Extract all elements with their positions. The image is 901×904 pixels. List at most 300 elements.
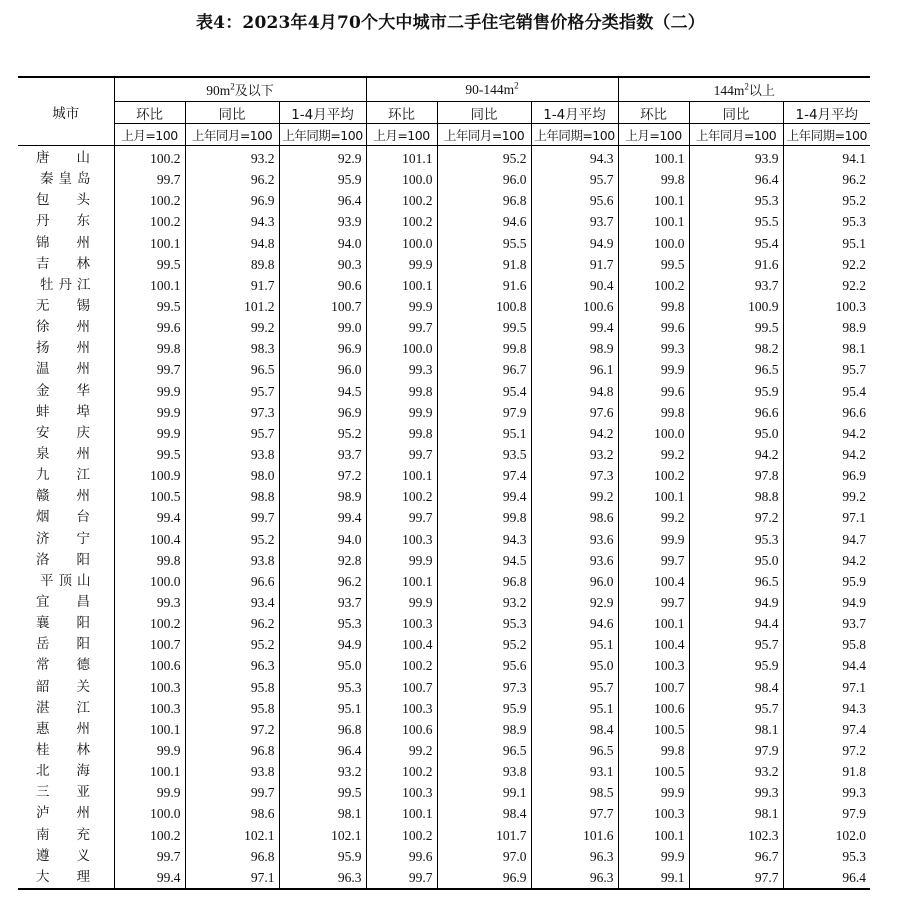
value-cell: 92.2 bbox=[783, 254, 870, 275]
city-cell bbox=[18, 275, 114, 296]
value-cell: 94.3 bbox=[437, 529, 531, 550]
value-cell: 92.9 bbox=[531, 592, 618, 613]
value-cell: 100.2 bbox=[366, 761, 437, 782]
value-cell: 99.4 bbox=[114, 507, 185, 528]
value-cell: 100.2 bbox=[114, 211, 185, 232]
base-header: 上月=100 bbox=[114, 124, 185, 146]
value-cell: 95.0 bbox=[689, 550, 783, 571]
value-cell: 99.2 bbox=[185, 317, 279, 338]
value-cell: 94.0 bbox=[279, 529, 366, 550]
value-cell: 95.4 bbox=[437, 381, 531, 402]
value-cell: 96.3 bbox=[279, 867, 366, 889]
sub-header: 环比 bbox=[366, 102, 437, 124]
value-cell: 99.7 bbox=[366, 867, 437, 889]
city-cell bbox=[18, 169, 114, 190]
group-header-text: 90-144m bbox=[465, 81, 515, 97]
value-cell: 99.8 bbox=[618, 296, 689, 317]
value-cell: 100.2 bbox=[366, 825, 437, 846]
city-name: 桂 林 bbox=[36, 742, 90, 758]
value-cell: 99.6 bbox=[618, 381, 689, 402]
value-cell: 102.3 bbox=[689, 825, 783, 846]
value-cell: 93.2 bbox=[531, 444, 618, 465]
value-cell: 98.4 bbox=[531, 719, 618, 740]
city-name: 北 海 bbox=[36, 763, 90, 780]
value-cell: 95.2 bbox=[437, 146, 531, 170]
value-cell: 94.4 bbox=[783, 655, 870, 676]
value-cell: 95.4 bbox=[689, 233, 783, 254]
value-cell: 92.9 bbox=[279, 146, 366, 170]
value-cell: 99.9 bbox=[366, 254, 437, 275]
value-cell: 99.7 bbox=[366, 507, 437, 528]
value-cell: 99.3 bbox=[689, 782, 783, 803]
value-cell: 97.7 bbox=[531, 803, 618, 824]
value-cell: 91.8 bbox=[783, 761, 870, 782]
value-cell: 95.3 bbox=[689, 190, 783, 211]
city-cell bbox=[18, 719, 114, 740]
value-cell: 100.1 bbox=[366, 465, 437, 486]
value-cell: 95.0 bbox=[689, 423, 783, 444]
table-row bbox=[18, 359, 870, 380]
table-row bbox=[18, 740, 870, 761]
value-cell: 100.0 bbox=[366, 233, 437, 254]
value-cell: 95.1 bbox=[531, 634, 618, 655]
group-header-144-above bbox=[618, 77, 870, 102]
base-header: 上年同月=100 bbox=[689, 124, 783, 146]
value-cell: 100.9 bbox=[689, 296, 783, 317]
value-cell: 96.9 bbox=[279, 338, 366, 359]
value-cell: 95.3 bbox=[279, 613, 366, 634]
city-name: 无 锡 bbox=[36, 298, 90, 315]
table-row bbox=[18, 719, 870, 740]
table-row bbox=[18, 146, 870, 170]
value-cell: 100.3 bbox=[366, 613, 437, 634]
value-cell: 91.7 bbox=[185, 275, 279, 296]
value-cell: 100.0 bbox=[366, 338, 437, 359]
value-cell: 93.4 bbox=[185, 592, 279, 613]
value-cell: 100.1 bbox=[618, 486, 689, 507]
value-cell: 91.6 bbox=[689, 254, 783, 275]
city-cell bbox=[18, 465, 114, 486]
table-row bbox=[18, 529, 870, 550]
city-cell bbox=[18, 211, 114, 232]
value-cell: 97.3 bbox=[531, 465, 618, 486]
value-cell: 96.9 bbox=[783, 465, 870, 486]
value-cell: 96.6 bbox=[185, 571, 279, 592]
value-cell: 95.3 bbox=[437, 613, 531, 634]
city-name: 温 州 bbox=[36, 361, 90, 378]
value-cell: 99.7 bbox=[185, 507, 279, 528]
value-cell: 94.6 bbox=[437, 211, 531, 232]
value-cell: 95.9 bbox=[783, 571, 870, 592]
value-cell: 96.2 bbox=[185, 613, 279, 634]
value-cell: 96.0 bbox=[279, 359, 366, 380]
value-cell: 99.1 bbox=[437, 782, 531, 803]
value-cell: 99.5 bbox=[618, 254, 689, 275]
value-cell: 96.4 bbox=[279, 740, 366, 761]
table-row bbox=[18, 317, 870, 338]
value-cell: 98.9 bbox=[437, 719, 531, 740]
value-cell: 96.2 bbox=[279, 571, 366, 592]
value-cell: 96.8 bbox=[437, 571, 531, 592]
value-cell: 96.7 bbox=[689, 846, 783, 867]
value-cell: 95.8 bbox=[185, 698, 279, 719]
value-cell: 95.5 bbox=[689, 211, 783, 232]
value-cell: 99.6 bbox=[618, 317, 689, 338]
value-cell: 95.1 bbox=[437, 423, 531, 444]
superscript: 2 bbox=[514, 80, 519, 90]
city-cell bbox=[18, 338, 114, 359]
value-cell: 98.4 bbox=[437, 803, 531, 824]
base-header: 上月=100 bbox=[618, 124, 689, 146]
value-cell: 100.4 bbox=[618, 571, 689, 592]
value-cell: 93.8 bbox=[437, 761, 531, 782]
value-cell: 99.2 bbox=[618, 444, 689, 465]
table-row bbox=[18, 655, 870, 676]
value-cell: 99.5 bbox=[114, 296, 185, 317]
value-cell: 95.2 bbox=[185, 529, 279, 550]
city-name: 牡丹江 bbox=[40, 276, 96, 293]
value-cell: 93.7 bbox=[783, 613, 870, 634]
sub-header: 同比 bbox=[437, 102, 531, 124]
value-cell: 100.1 bbox=[366, 571, 437, 592]
value-cell: 93.8 bbox=[185, 761, 279, 782]
value-cell: 94.7 bbox=[783, 529, 870, 550]
value-cell: 100.6 bbox=[618, 698, 689, 719]
value-cell: 96.3 bbox=[531, 846, 618, 867]
value-cell: 96.5 bbox=[689, 571, 783, 592]
value-cell: 90.6 bbox=[279, 275, 366, 296]
value-cell: 99.9 bbox=[366, 296, 437, 317]
value-cell: 97.4 bbox=[437, 465, 531, 486]
value-cell: 99.7 bbox=[618, 550, 689, 571]
group-header-90-144 bbox=[366, 77, 618, 102]
value-cell: 102.0 bbox=[783, 825, 870, 846]
value-cell: 100.6 bbox=[531, 296, 618, 317]
value-cell: 99.9 bbox=[618, 782, 689, 803]
value-cell: 99.2 bbox=[618, 507, 689, 528]
value-cell: 97.3 bbox=[185, 402, 279, 423]
city-name: 徐 州 bbox=[36, 319, 90, 336]
city-cell bbox=[18, 233, 114, 254]
table-row bbox=[18, 507, 870, 528]
city-name: 赣 州 bbox=[36, 488, 90, 505]
table-row bbox=[18, 169, 870, 190]
value-cell: 100.0 bbox=[114, 803, 185, 824]
value-cell: 101.2 bbox=[185, 296, 279, 317]
city-name: 襄 阳 bbox=[36, 615, 90, 632]
value-cell: 96.9 bbox=[437, 867, 531, 889]
value-cell: 95.3 bbox=[783, 211, 870, 232]
value-cell: 97.9 bbox=[437, 402, 531, 423]
value-cell: 99.5 bbox=[437, 317, 531, 338]
value-cell: 100.5 bbox=[114, 486, 185, 507]
table-row bbox=[18, 254, 870, 275]
value-cell: 93.8 bbox=[185, 550, 279, 571]
city-cell bbox=[18, 507, 114, 528]
value-cell: 99.8 bbox=[114, 338, 185, 359]
sub-header: 1-4月平均 bbox=[531, 102, 618, 124]
city-name: 南 充 bbox=[36, 826, 90, 843]
city-name: 韶 关 bbox=[36, 678, 90, 695]
value-cell: 100.2 bbox=[114, 190, 185, 211]
value-cell: 96.2 bbox=[185, 169, 279, 190]
base-header: 上年同月=100 bbox=[185, 124, 279, 146]
city-name: 遵 义 bbox=[36, 847, 90, 864]
value-cell: 94.2 bbox=[689, 444, 783, 465]
value-cell: 94.2 bbox=[783, 444, 870, 465]
value-cell: 95.8 bbox=[185, 677, 279, 698]
value-cell: 98.8 bbox=[185, 486, 279, 507]
value-cell: 100.7 bbox=[366, 677, 437, 698]
city-name: 扬 州 bbox=[36, 340, 90, 357]
value-cell: 92.8 bbox=[279, 550, 366, 571]
value-cell: 99.8 bbox=[114, 550, 185, 571]
table-row bbox=[18, 190, 870, 211]
city-cell bbox=[18, 613, 114, 634]
value-cell: 95.9 bbox=[689, 655, 783, 676]
value-cell: 95.7 bbox=[185, 381, 279, 402]
value-cell: 97.1 bbox=[783, 507, 870, 528]
city-cell bbox=[18, 317, 114, 338]
value-cell: 93.2 bbox=[437, 592, 531, 613]
value-cell: 93.7 bbox=[279, 444, 366, 465]
city-name: 湛 江 bbox=[36, 699, 90, 716]
value-cell: 100.7 bbox=[279, 296, 366, 317]
city-cell bbox=[18, 402, 114, 423]
value-cell: 100.0 bbox=[114, 571, 185, 592]
value-cell: 99.9 bbox=[114, 402, 185, 423]
value-cell: 99.2 bbox=[531, 486, 618, 507]
table-row bbox=[18, 571, 870, 592]
city-name: 大 理 bbox=[36, 868, 90, 885]
value-cell: 95.5 bbox=[437, 233, 531, 254]
value-cell: 97.9 bbox=[689, 740, 783, 761]
table-row bbox=[18, 275, 870, 296]
table-row bbox=[18, 211, 870, 232]
value-cell: 96.8 bbox=[279, 719, 366, 740]
city-cell bbox=[18, 254, 114, 275]
value-cell: 99.0 bbox=[279, 317, 366, 338]
value-cell: 95.6 bbox=[437, 655, 531, 676]
base-header: 上年同期=100 bbox=[279, 124, 366, 146]
city-name: 岳 阳 bbox=[36, 636, 90, 653]
city-name: 平顶山 bbox=[40, 572, 96, 589]
value-cell: 100.1 bbox=[618, 825, 689, 846]
value-cell: 95.2 bbox=[783, 190, 870, 211]
value-cell: 96.7 bbox=[437, 359, 531, 380]
value-cell: 100.1 bbox=[618, 190, 689, 211]
value-cell: 98.9 bbox=[279, 486, 366, 507]
value-cell: 95.9 bbox=[437, 698, 531, 719]
value-cell: 93.1 bbox=[531, 761, 618, 782]
value-cell: 100.5 bbox=[618, 761, 689, 782]
value-cell: 100.3 bbox=[618, 803, 689, 824]
value-cell: 99.2 bbox=[783, 486, 870, 507]
value-cell: 94.0 bbox=[279, 233, 366, 254]
table-row bbox=[18, 592, 870, 613]
value-cell: 93.6 bbox=[531, 529, 618, 550]
value-cell: 95.8 bbox=[783, 634, 870, 655]
city-name: 金 华 bbox=[36, 382, 90, 399]
value-cell: 100.2 bbox=[114, 613, 185, 634]
value-cell: 99.9 bbox=[618, 359, 689, 380]
city-name: 丹 东 bbox=[36, 213, 90, 230]
city-name: 济 宁 bbox=[36, 530, 90, 547]
value-cell: 97.1 bbox=[185, 867, 279, 889]
value-cell: 99.6 bbox=[366, 846, 437, 867]
value-cell: 100.0 bbox=[366, 169, 437, 190]
value-cell: 95.2 bbox=[279, 423, 366, 444]
value-cell: 94.8 bbox=[531, 381, 618, 402]
value-cell: 99.9 bbox=[618, 529, 689, 550]
value-cell: 99.5 bbox=[689, 317, 783, 338]
value-cell: 95.7 bbox=[689, 698, 783, 719]
value-cell: 98.6 bbox=[531, 507, 618, 528]
value-cell: 94.5 bbox=[279, 381, 366, 402]
table-title: 表4：2023年4月70个大中城市二手住宅销售价格分类指数（二） bbox=[195, 13, 706, 33]
value-cell: 97.3 bbox=[437, 677, 531, 698]
value-cell: 100.0 bbox=[618, 423, 689, 444]
value-cell: 102.1 bbox=[185, 825, 279, 846]
value-cell: 100.1 bbox=[366, 803, 437, 824]
city-name: 蚌 埠 bbox=[36, 403, 90, 420]
table-row bbox=[18, 381, 870, 402]
value-cell: 93.8 bbox=[185, 444, 279, 465]
value-cell: 99.9 bbox=[366, 402, 437, 423]
value-cell: 94.9 bbox=[783, 592, 870, 613]
value-cell: 93.7 bbox=[689, 275, 783, 296]
city-cell bbox=[18, 655, 114, 676]
value-cell: 97.4 bbox=[783, 719, 870, 740]
value-cell: 100.4 bbox=[114, 529, 185, 550]
value-cell: 96.6 bbox=[783, 402, 870, 423]
table-body bbox=[18, 146, 870, 889]
value-cell: 100.2 bbox=[366, 190, 437, 211]
base-header: 上年同期=100 bbox=[783, 124, 870, 146]
value-cell: 90.4 bbox=[531, 275, 618, 296]
city-name: 泉 州 bbox=[36, 446, 90, 463]
value-cell: 99.7 bbox=[366, 317, 437, 338]
value-cell: 98.4 bbox=[689, 677, 783, 698]
value-cell: 95.9 bbox=[689, 381, 783, 402]
value-cell: 91.6 bbox=[437, 275, 531, 296]
value-cell: 99.3 bbox=[366, 359, 437, 380]
city-name: 包 头 bbox=[36, 192, 90, 209]
value-cell: 97.2 bbox=[279, 465, 366, 486]
value-cell: 99.9 bbox=[366, 592, 437, 613]
value-cell: 95.1 bbox=[783, 233, 870, 254]
value-cell: 94.9 bbox=[279, 634, 366, 655]
value-cell: 95.3 bbox=[689, 529, 783, 550]
value-cell: 98.1 bbox=[783, 338, 870, 359]
value-cell: 99.2 bbox=[366, 740, 437, 761]
value-cell: 94.4 bbox=[689, 613, 783, 634]
value-cell: 91.8 bbox=[437, 254, 531, 275]
value-cell: 99.3 bbox=[618, 338, 689, 359]
value-cell: 100.1 bbox=[114, 761, 185, 782]
value-cell: 95.7 bbox=[689, 634, 783, 655]
table-header bbox=[18, 77, 870, 146]
value-cell: 99.8 bbox=[618, 169, 689, 190]
value-cell: 100.6 bbox=[114, 655, 185, 676]
value-cell: 93.2 bbox=[185, 146, 279, 170]
sub-header: 同比 bbox=[689, 102, 783, 124]
value-cell: 94.8 bbox=[185, 233, 279, 254]
value-cell: 100.4 bbox=[618, 634, 689, 655]
value-cell: 97.8 bbox=[689, 465, 783, 486]
value-cell: 100.3 bbox=[366, 782, 437, 803]
city-cell bbox=[18, 190, 114, 211]
base-header: 上年同期=100 bbox=[531, 124, 618, 146]
city-name: 锦 州 bbox=[36, 234, 90, 251]
city-cell bbox=[18, 571, 114, 592]
table-row bbox=[18, 782, 870, 803]
city-cell bbox=[18, 296, 114, 317]
value-cell: 100.1 bbox=[618, 211, 689, 232]
table-row bbox=[18, 550, 870, 571]
table-row bbox=[18, 846, 870, 867]
value-cell: 99.8 bbox=[618, 402, 689, 423]
value-cell: 99.4 bbox=[531, 317, 618, 338]
value-cell: 99.7 bbox=[114, 846, 185, 867]
value-cell: 102.1 bbox=[279, 825, 366, 846]
value-cell: 95.3 bbox=[279, 677, 366, 698]
value-cell: 100.1 bbox=[618, 613, 689, 634]
table-row bbox=[18, 867, 870, 889]
value-cell: 99.8 bbox=[437, 507, 531, 528]
value-cell: 93.2 bbox=[689, 761, 783, 782]
value-cell: 98.1 bbox=[279, 803, 366, 824]
table-row bbox=[18, 677, 870, 698]
value-cell: 96.4 bbox=[279, 190, 366, 211]
value-cell: 99.3 bbox=[114, 592, 185, 613]
value-cell: 96.3 bbox=[531, 867, 618, 889]
value-cell: 95.2 bbox=[437, 634, 531, 655]
value-cell: 95.6 bbox=[531, 190, 618, 211]
sub-header: 环比 bbox=[618, 102, 689, 124]
city-cell bbox=[18, 825, 114, 846]
sub-header: 环比 bbox=[114, 102, 185, 124]
value-cell: 99.9 bbox=[618, 846, 689, 867]
value-cell: 95.4 bbox=[783, 381, 870, 402]
city-name: 宜 昌 bbox=[36, 594, 90, 611]
city-name: 唐 山 bbox=[36, 150, 90, 167]
value-cell: 99.3 bbox=[783, 782, 870, 803]
city-cell bbox=[18, 761, 114, 782]
value-cell: 99.5 bbox=[279, 782, 366, 803]
value-cell: 100.2 bbox=[366, 211, 437, 232]
value-cell: 100.2 bbox=[114, 146, 185, 170]
value-cell: 97.9 bbox=[783, 803, 870, 824]
value-cell: 100.9 bbox=[114, 465, 185, 486]
value-cell: 95.1 bbox=[279, 698, 366, 719]
value-cell: 97.2 bbox=[783, 740, 870, 761]
value-cell: 99.9 bbox=[366, 550, 437, 571]
superscript: 2 bbox=[230, 81, 235, 92]
value-cell: 100.3 bbox=[114, 698, 185, 719]
value-cell: 99.8 bbox=[366, 423, 437, 444]
value-cell: 99.9 bbox=[114, 740, 185, 761]
value-cell: 96.5 bbox=[185, 359, 279, 380]
city-cell bbox=[18, 592, 114, 613]
value-cell: 94.6 bbox=[531, 613, 618, 634]
table-row bbox=[18, 613, 870, 634]
value-cell: 100.4 bbox=[366, 634, 437, 655]
group-header-text: 144m bbox=[713, 83, 745, 98]
value-cell: 100.2 bbox=[114, 825, 185, 846]
value-cell: 99.4 bbox=[279, 507, 366, 528]
value-cell: 99.8 bbox=[366, 381, 437, 402]
